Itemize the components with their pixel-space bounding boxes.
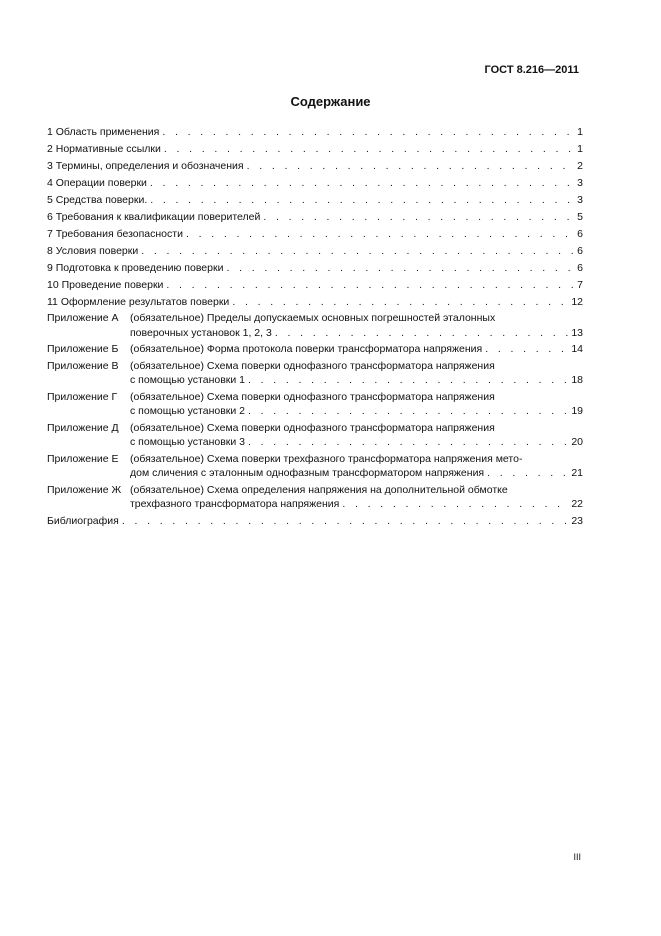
appendix-title-line: (обязательное) Схема поверки однофазного трансформатора напряжения bbox=[130, 359, 495, 372]
toc-appendix-entry[interactable] bbox=[47, 452, 583, 481]
toc-entry-label: 9 Подготовка к проведению поверки bbox=[47, 261, 224, 274]
standard-number: ГОСТ 8.216—2011 bbox=[484, 64, 579, 76]
toc-leader-dots bbox=[226, 261, 574, 276]
toc-entry-label: 6 Требования к квалификации поверителей bbox=[47, 210, 261, 223]
appendix-title-line: (обязательное) Схема поверки однофазного трансформатора напряжения bbox=[130, 390, 495, 403]
toc-entry-page: 12 bbox=[571, 295, 583, 308]
appendix-title-line: (обязательное) Схема определения напряжения на дополнительной обмотке bbox=[130, 483, 508, 496]
toc-leader-dots bbox=[248, 373, 568, 388]
appendix-title-line: дом сличения с эталонным однофазным трансформатором напряжения bbox=[130, 467, 485, 479]
toc-entry-label: 11 Оформление результатов поверки bbox=[47, 295, 230, 308]
appendix-title-line: с помощью установки 2 bbox=[130, 405, 245, 417]
toc-entry[interactable] bbox=[47, 241, 583, 258]
toc-entry[interactable] bbox=[47, 156, 583, 173]
toc-entry-page: 1 bbox=[577, 142, 583, 155]
toc-entry[interactable] bbox=[47, 224, 583, 241]
toc-entry-page: 14 bbox=[571, 343, 583, 355]
toc-entry-label: 1 Область применения bbox=[47, 125, 160, 138]
toc-entry-label: Библиография bbox=[47, 514, 119, 527]
toc-entry-label: 2 Нормативные ссылки bbox=[47, 142, 161, 155]
toc-entry-label: 10 Проведение поверки bbox=[47, 278, 164, 291]
toc-leader-dots bbox=[342, 497, 568, 512]
toc-leader-dots bbox=[487, 466, 568, 481]
toc-appendix-entry[interactable] bbox=[47, 359, 583, 388]
toc-entry-label: 7 Требования безопасности bbox=[47, 227, 183, 240]
appendix-title-line: (обязательное) Форма протокола поверки трансформатора напряжения bbox=[130, 343, 483, 355]
appendix-title-line: поверочных установок 1, 2, 3 bbox=[130, 326, 272, 339]
toc-appendix-entry[interactable] bbox=[47, 390, 583, 419]
toc-entry-page: 1 bbox=[577, 125, 583, 138]
toc-entry[interactable] bbox=[47, 190, 583, 207]
appendix-title-line: (обязательное) Схема поверки трехфазного трансформатора напряжения мето- bbox=[130, 452, 523, 465]
toc-entry-page: 21 bbox=[571, 467, 583, 479]
toc-entry-page: 20 bbox=[571, 436, 583, 448]
toc-entry[interactable] bbox=[47, 139, 583, 156]
appendix-prefix: Приложение Д bbox=[47, 421, 119, 434]
toc-bibliography-entry[interactable] bbox=[47, 514, 583, 529]
toc-entry-page: 6 bbox=[577, 261, 583, 274]
toc-leader-dots bbox=[485, 342, 568, 357]
toc-entry-page: 7 bbox=[577, 278, 583, 291]
toc-entry-page: 2 bbox=[577, 159, 583, 172]
appendix-title-line: (обязательное) Схема поверки однофазного трансформатора напряжения bbox=[130, 421, 495, 434]
appendix-prefix: Приложение А bbox=[47, 312, 119, 324]
page-number: III bbox=[573, 852, 581, 862]
toc-leader-dots bbox=[232, 295, 568, 310]
toc-leader-dots bbox=[275, 326, 569, 341]
toc-entry-page: 6 bbox=[577, 244, 583, 257]
toc-leader-dots bbox=[248, 435, 568, 450]
toc-entry[interactable] bbox=[47, 292, 583, 309]
toc-entry[interactable] bbox=[47, 122, 583, 139]
toc-appendix-entry[interactable] bbox=[47, 311, 583, 340]
appendix-title-line: трехфазного трансформатора напряжения bbox=[130, 498, 340, 510]
appendix-prefix: Приложение В bbox=[47, 359, 119, 372]
toc-leader-dots bbox=[150, 193, 574, 208]
toc-entry-page: 3 bbox=[577, 176, 583, 189]
toc-entry[interactable] bbox=[47, 275, 583, 292]
appendix-prefix: Приложение Б bbox=[47, 343, 119, 355]
toc-entry[interactable] bbox=[47, 258, 583, 275]
toc-appendix-entry[interactable] bbox=[47, 421, 583, 450]
toc-entry[interactable] bbox=[47, 173, 583, 190]
appendix-prefix: Приложение Е bbox=[47, 452, 119, 465]
toc-entry[interactable] bbox=[47, 207, 583, 224]
appendix-prefix: Приложение Ж bbox=[47, 483, 122, 496]
table-of-contents bbox=[47, 122, 583, 528]
toc-leader-dots bbox=[166, 278, 574, 293]
toc-leader-dots bbox=[122, 514, 568, 529]
toc-leader-dots bbox=[141, 244, 574, 259]
toc-entry-label: 8 Условия поверки bbox=[47, 244, 139, 257]
toc-entry-page: 23 bbox=[571, 514, 583, 527]
toc-entry-page: 18 bbox=[571, 374, 583, 386]
toc-entry-page: 5 bbox=[577, 210, 583, 223]
toc-entry-page: 19 bbox=[571, 405, 583, 417]
toc-entry-page: 22 bbox=[571, 498, 583, 510]
appendix-prefix: Приложение Г bbox=[47, 390, 118, 403]
toc-leader-dots bbox=[248, 404, 568, 419]
toc-leader-dots bbox=[186, 227, 574, 242]
appendix-title-line: с помощью установки 3 bbox=[130, 436, 245, 448]
toc-leader-dots bbox=[162, 125, 574, 140]
toc-leader-dots bbox=[164, 142, 574, 157]
toc-entry-page: 13 bbox=[571, 326, 583, 339]
toc-leader-dots bbox=[263, 210, 574, 225]
toc-appendix-entry[interactable] bbox=[47, 342, 583, 357]
toc-entry-page: 3 bbox=[577, 193, 583, 206]
page-title: Содержание bbox=[290, 94, 371, 109]
toc-leader-dots bbox=[150, 176, 574, 191]
toc-entry-label: 3 Термины, определения и обозначения bbox=[47, 159, 244, 172]
toc-appendix-entry[interactable] bbox=[47, 483, 583, 512]
toc-leader-dots bbox=[247, 159, 575, 174]
toc-entry-label: 5 Средства поверки. bbox=[47, 193, 148, 206]
toc-entry-page: 6 bbox=[577, 227, 583, 240]
appendix-title-line: с помощью установки 1 bbox=[130, 374, 245, 386]
toc-entry-label: 4 Операции поверки bbox=[47, 176, 147, 189]
appendix-title-line: (обязательное) Пределы допускаемых основных погрешностей эталонных bbox=[130, 312, 496, 324]
